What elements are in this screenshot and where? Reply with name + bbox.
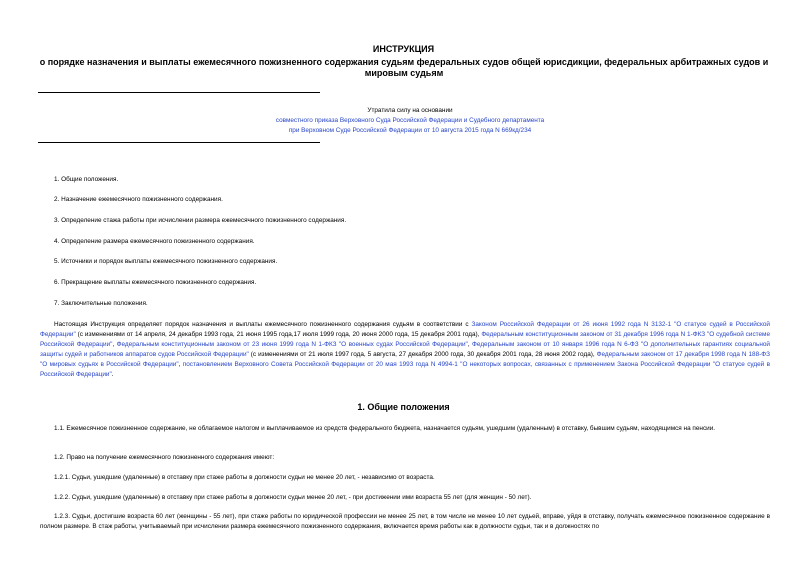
- document-subtitle: о порядке назначения и выплаты ежемесячного пожизненного содержания судьям федеральных судов общей юрисдикции, федеральных арбитражных судов и мировым судьям: [39, 57, 769, 78]
- lost-force-link-line1[interactable]: совместного приказа Верховного Суда Российской Федерации и Судебного департамента: [275, 117, 545, 124]
- toc-item-1: 1. Общие положения.: [54, 176, 119, 183]
- intro-text-3: ,: [112, 341, 117, 348]
- paragraph-1-2-1: 1.2.1. Судьи, ушедшие (удаленные) в отставку при стаже работы в должности судьи не менее 20 лет, - независимо от возраста.: [54, 474, 435, 481]
- toc-item-3: 3. Определение стажа работы при исчислении размера ежемесячного пожизненного содержания.: [54, 217, 347, 224]
- divider-bottom: [38, 142, 320, 143]
- intro-paragraph: [40, 320, 770, 380]
- toc-item-4: 4. Определение размера ежемесячного пожизненного содержания.: [54, 238, 255, 245]
- lost-force-label: Утратила силу на основании: [367, 107, 453, 114]
- intro-text-4: ,: [467, 341, 473, 348]
- paragraph-1-1: 1.1. Ежемесячное пожизненное содержание, не облагаемое налогом и выплачиваемое из средств федерального бюджета, назначается судьям, ушедшим (удаленным) в отставку, бывшим судьям, находящимся на пенсии.: [54, 425, 716, 432]
- intro-text-1: Настоящая Инструкция определяет порядок назначения и выплаты ежемесячного пожизненного содержания судьям в соответствии с: [54, 321, 472, 328]
- toc-item-2: 2. Назначение ежемесячного пожизненного содержания.: [54, 196, 223, 203]
- document-title: ИНСТРУКЦИЯ: [372, 44, 435, 54]
- paragraph-1-2-2: 1.2.2. Судьи, ушедшие (удаленные) в отставку при стаже работы в должности судьи менее 20 лет, - при достижении ими возраста 55 лет (для женщин - 50 лет).: [54, 494, 532, 501]
- paragraph-1-2-3: 1.2.3. Судьи, достигшие возраста 60 лет (женщины - 55 лет), при стаже работы по юридической профессии не менее 25 лет, в том числе не менее 10 лет судьей, вправе, уйдя в отставку, получать ежемесячное пожизненное содержание в полном размере. В стаж работы, учитываемый при исчислении размера ежемесячного пожизненного содержания, включается время работы как в должности судьи, так и в должностях по: [40, 513, 770, 530]
- link-fkz-judicial-system[interactable]: Федеральным конституционным законом от 31 декабря 1996 года N 1-ФКЗ "О судебной системе Российской Федерации": [40, 331, 771, 348]
- toc-item-7: 7. Заключительные положения.: [54, 300, 148, 307]
- section-1-heading: 1. Общие положения: [357, 402, 450, 412]
- intro-text-2: (с изменениями от 14 апреля, 24 декабря 1993 года, 21 июня 1995 года,17 июля 1999 года, 20 июня 2000 года, 15 декабря 2001 года),: [75, 331, 482, 338]
- intro-text-6: ,: [178, 361, 183, 368]
- intro-text-7: .: [111, 371, 114, 378]
- link-fkz-military-courts[interactable]: Федеральным конституционным законом от 23 июня 1999 года N 1-ФКЗ "О военных судах Российской Федерации": [116, 341, 468, 348]
- link-fz-magistrates[interactable]: Федеральным законом от 17 декабря 1998 года N 188-ФЗ "О мировых судьях в Российской Федерации": [40, 351, 770, 368]
- link-fz-social-guarantees[interactable]: Федеральным законом от 10 января 1996 года N 6-ФЗ "О дополнительных гарантиях социальной защиты судей и работников аппаратов судов Российской Федерации": [40, 341, 770, 358]
- lost-force-link-line2[interactable]: при Верховном Суде Российской Федерации от 10 августа 2015 года N 669кд/234: [288, 127, 532, 134]
- divider-top: [38, 92, 320, 93]
- intro-text-5: (с изменениями от 21 июля 1997 года, 5 августа, 27 декабря 2000 года, 30 декабря 2001 года, 28 июня 2002 года),: [248, 351, 597, 358]
- link-supreme-council-resolution[interactable]: постановлением Верховного Совета Российской Федерации от 20 мая 1993 года N 4994-1 "О некоторых вопросах, связанных с применением Закона Российской Федерации "О статусе судей в Российской Федерации": [40, 361, 770, 378]
- paragraph-1-2: 1.2. Право на получение ежемесячного пожизненного содержания имеют:: [54, 454, 275, 461]
- toc-item-5: 5. Источники и порядок выплаты ежемесячного пожизненного содержания.: [54, 258, 278, 265]
- link-law-status-of-judges[interactable]: Законом Российской Федерации от 26 июня 1992 года N 3132-1 "О статусе судей в Российской Федерации": [40, 321, 770, 338]
- toc-item-6: 6. Прекращение выплаты ежемесячного пожизненного содержания.: [54, 279, 257, 286]
